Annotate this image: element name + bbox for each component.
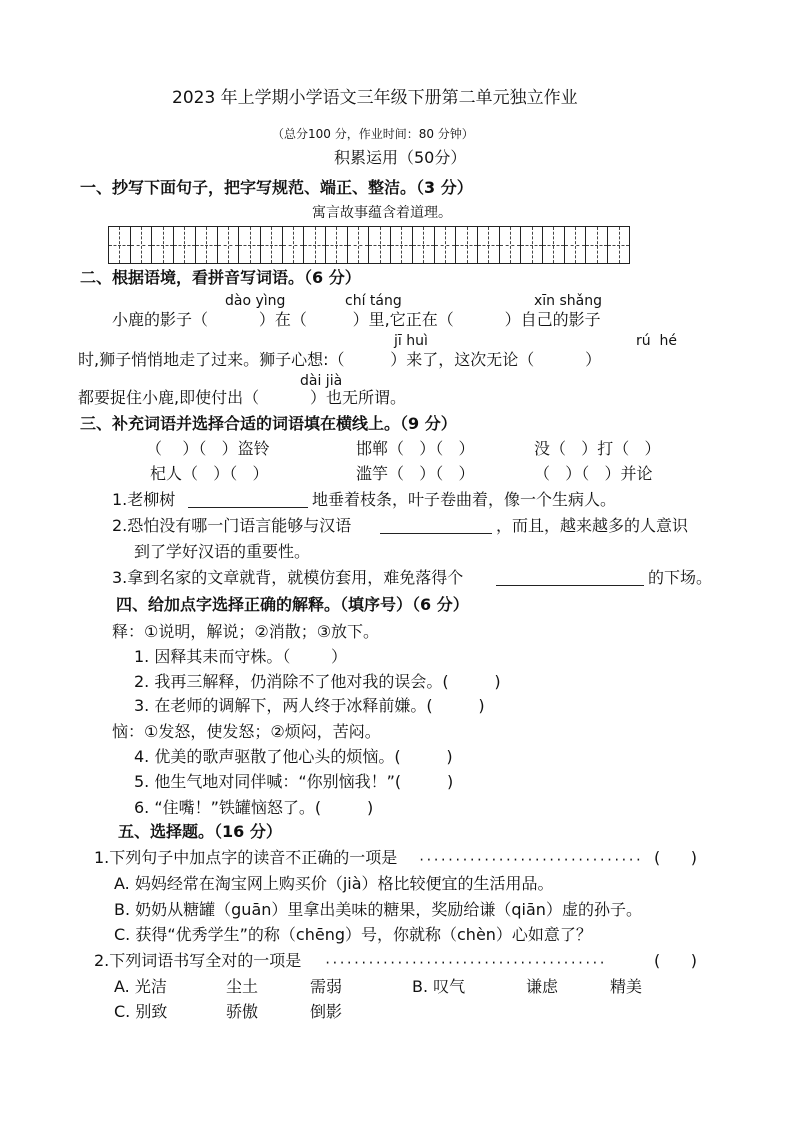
q1-sentence: 寓言故事蕴含着道理。	[312, 205, 452, 221]
pinyin-xinshang: xīn shǎng	[534, 293, 603, 309]
mc2-option-c-word3: 倒影	[310, 1002, 343, 1021]
answer-blank-3[interactable]	[496, 585, 644, 586]
mc2-option-a-word3: 需弱	[310, 977, 343, 996]
idiom-6: （ ）（ ）并论	[534, 464, 653, 483]
grid-cell[interactable]	[131, 227, 153, 263]
q5-heading: 五、选择题。（16 分）	[118, 822, 282, 841]
pinyin-jihui: jī huì	[394, 333, 428, 349]
grid-cell[interactable]	[239, 227, 261, 263]
grid-cell[interactable]	[174, 227, 196, 263]
grid-cell[interactable]	[456, 227, 478, 263]
answer-paren-2[interactable]: ( )	[654, 951, 697, 970]
q3-sentence-2-start: 2.恐怕没有哪一门语言能够与汉语	[112, 516, 352, 535]
grid-cell[interactable]	[348, 227, 370, 263]
grid-cell[interactable]	[218, 227, 240, 263]
grid-cell[interactable]	[608, 227, 629, 263]
answer-blank-2[interactable]	[380, 533, 492, 534]
answer-blank-1[interactable]	[188, 507, 308, 508]
q4-item-5: 5. 他生气地对同伴喊：“你别恼我！”( )	[134, 772, 454, 791]
q3-sentence-2-end: ，而且，越来越多的人意识	[496, 516, 689, 535]
q3-heading: 三、补充词语并选择合适的词语填在横线上。（9 分）	[80, 414, 457, 433]
page-title: 2023 年上学期小学语文三年级下册第二单元独立作业	[172, 88, 578, 108]
pinyin-chitang: chí táng	[345, 293, 402, 309]
pinyin-ruhe: rú hé	[636, 333, 678, 349]
q4-item-2: 2. 我再三解释，仍消除不了他对我的误会。( )	[134, 672, 501, 691]
idiom-4: 杞人（ ）（ ）	[150, 464, 269, 483]
q4-heading: 四、给加点字选择正确的解释。（填序号）（6 分）	[116, 595, 469, 614]
mc2-option-c-word2: 骄傲	[226, 1002, 259, 1021]
grid-cell[interactable]	[586, 227, 608, 263]
q4-item-1: 1. 因释其耒而守株。（ ）	[134, 647, 348, 666]
grid-cell[interactable]	[369, 227, 391, 263]
mc2-option-b-word1: B. 叹气	[412, 977, 466, 996]
q4-item-3: 3. 在老师的调解下，两人终于冰释前嫌。( )	[134, 696, 485, 715]
writing-grid[interactable]	[108, 226, 630, 264]
q3-sentence-3-end: 的下场。	[648, 568, 713, 587]
grid-cell[interactable]	[283, 227, 305, 263]
mc1-option-b: B. 奶奶从糖罐（guān）里拿出美味的糖果，奖励给谦（qiān）虚的孙子。	[114, 900, 642, 919]
q4-item-4: 4. 优美的歌声驱散了他心头的烦恼。( )	[134, 747, 453, 766]
q4-item-6: 6. “住嘴！”铁罐恼怒了。( )	[134, 798, 374, 817]
mc1-option-a: A. 妈妈经常在淘宝网上购买价（jià）格比较便宜的生活用品。	[114, 874, 554, 893]
grid-cell[interactable]	[478, 227, 500, 263]
grid-cell[interactable]	[326, 227, 348, 263]
pinyin-daijia: dài jià	[300, 373, 343, 389]
q2-line-2: 时,狮子悄悄地走了过来。狮子心想:（ ）来了，这次无论（ ）	[78, 350, 602, 369]
q3-sentence-1-end: 地垂着枝条，叶子卷曲着，像一个生病人。	[312, 490, 617, 509]
grid-cell[interactable]	[565, 227, 587, 263]
grid-cell[interactable]	[109, 227, 131, 263]
grid-cell[interactable]	[304, 227, 326, 263]
grid-cell[interactable]	[543, 227, 565, 263]
mc2-option-b-word3: 精美	[610, 977, 643, 996]
leader-dots-2: ·······································	[324, 956, 606, 970]
mc-question-1: 1.下列句子中加点字的读音不正确的一项是	[94, 848, 398, 867]
q3-sentence-3-start: 3.拿到名家的文章就背，就模仿套用，难免落得个	[112, 568, 464, 587]
grid-cell[interactable]	[391, 227, 413, 263]
q2-line-1: 小鹿的影子（ ）在（ ）里,它正在（ ）自己的影子	[112, 310, 601, 329]
idiom-3: 没（ ）打（ ）	[534, 439, 661, 458]
mc2-option-a-word1: A. 光洁	[114, 977, 167, 996]
mc2-option-a-word2: 尘土	[226, 977, 259, 996]
definitions-nao: 恼：①发怒，使发怒；②烦闷，苦闷。	[112, 722, 381, 741]
section-part-title: 积累运用（50分）	[334, 148, 467, 167]
page-subtitle: （总分100 分，作业时间：80 分钟）	[272, 127, 474, 141]
grid-cell[interactable]	[435, 227, 457, 263]
q1-heading: 一、抄写下面句子，把字写规范、端正、整洁。（3 分）	[80, 178, 473, 197]
pinyin-daoying: dào yìng	[225, 293, 286, 309]
grid-cell[interactable]	[261, 227, 283, 263]
mc2-option-b-word2: 谦虑	[526, 977, 559, 996]
leader-dots-1: ·······························	[418, 853, 642, 867]
q2-line-3: 都要捉住小鹿,即使付出（ ）也无所谓。	[78, 388, 406, 407]
answer-paren-1[interactable]: ( )	[654, 848, 697, 867]
grid-cell[interactable]	[196, 227, 218, 263]
q2-heading: 二、根据语境，看拼音写词语。（6 分）	[80, 268, 361, 287]
grid-cell[interactable]	[152, 227, 174, 263]
idiom-2: 邯郸（ ）（ ）	[356, 439, 475, 458]
grid-cell[interactable]	[500, 227, 522, 263]
mc2-option-c-word1: C. 别致	[114, 1002, 168, 1021]
idiom-5: 滥竽（ ）（ ）	[356, 464, 475, 483]
q3-sentence-2-cont: 到了学好汉语的重要性。	[134, 542, 311, 561]
q3-sentence-1-start: 1.老柳树	[112, 490, 176, 509]
grid-cell[interactable]	[413, 227, 435, 263]
definitions-shi: 释：①说明，解说；②消散；③放下。	[112, 622, 380, 641]
mc-question-2: 2.下列词语书写全对的一项是	[94, 951, 302, 970]
mc1-option-c: C. 获得“优秀学生”的称（chēng）号，你就称（chèn）心如意了？	[114, 925, 592, 944]
idiom-1: （ ）（ ）盗铃	[146, 439, 270, 458]
grid-cell[interactable]	[521, 227, 543, 263]
